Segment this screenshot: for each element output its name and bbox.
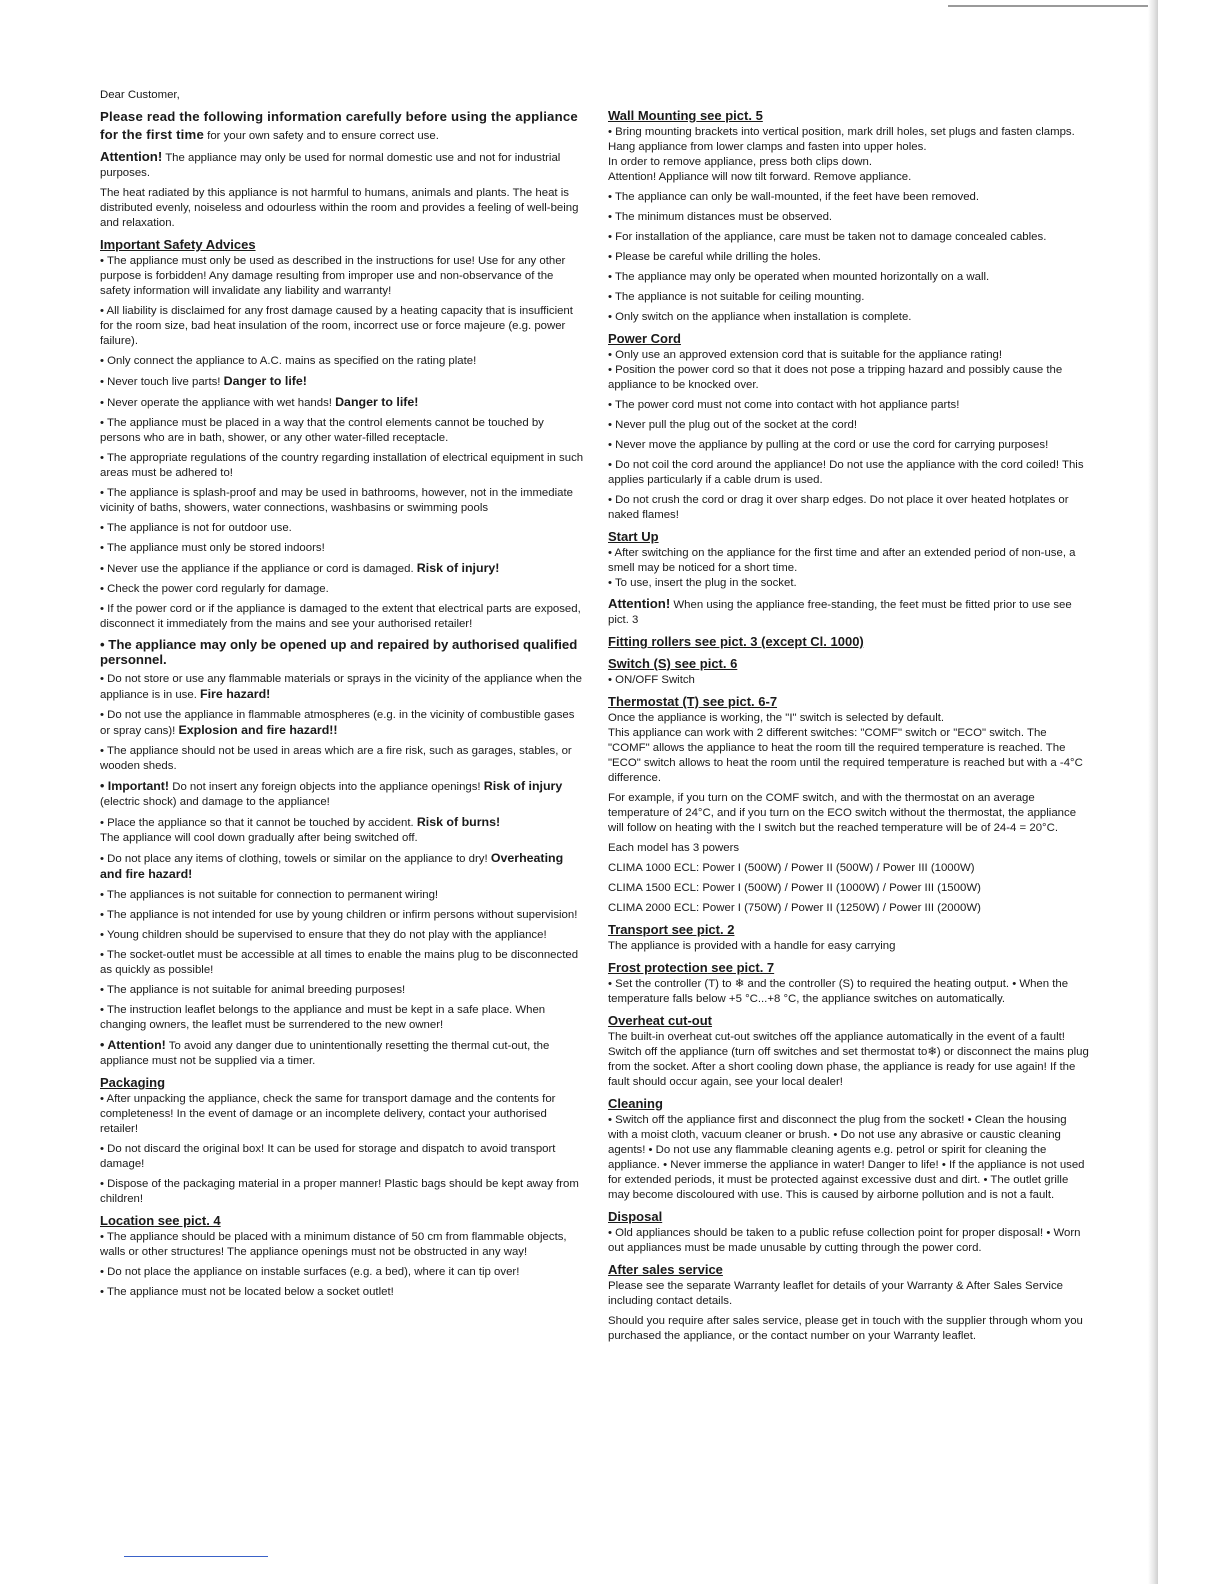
- important-label: • Important!: [100, 779, 170, 793]
- safety-item: • If the power cord or if the appliance is damaged to the extent that electrical parts are exposed, disconnect it immediately from the mains and see your authorised retailer!: [100, 603, 581, 630]
- packaging-heading: Packaging: [100, 1075, 166, 1090]
- safety-item: [100, 815, 585, 831]
- rollers-ref: see pict. 3 (except Cl. 1000): [691, 634, 864, 649]
- safety-item: • Check the power cord regularly for damage.: [100, 583, 329, 595]
- transport-text: The appliance is provided with a handle for easy carrying: [608, 940, 896, 952]
- safety-item: • The appropriate regulations of the country regarding installation of electrical equipment in such areas must be adhered to!: [100, 452, 584, 479]
- thermostat-text: For example, if you turn on the COMF switch, and with the thermostat on an average temperature of 24°C, and if you turn on the ECO switch without the thermostat, the appliance will follow on heating with the I switch but the reached temperature will be of 24-4 = 20°C.: [608, 792, 1077, 834]
- overheat-heading: Overheat cut-out: [608, 1013, 713, 1028]
- transport-ref: see pict. 2: [667, 922, 735, 937]
- safety-text: • Do not place any items of clothing, towels or similar on the appliance to dry!: [100, 853, 491, 865]
- attention-label: Attention!: [608, 596, 671, 611]
- wall-ref: see pict. 5: [696, 108, 763, 123]
- top-right-scan-edge: [948, 5, 1158, 7]
- start-item: • After switching on the appliance for the first time and after an extended period of non-use, a smell may be noticed for a short time.: [608, 547, 1076, 574]
- wall-item: • For installation of the appliance, care must be taken not to damage concealed cables.: [608, 231, 1047, 243]
- wall-item: • Please be careful while drilling the holes.: [608, 251, 821, 263]
- fire-warning: Fire hazard!: [200, 687, 271, 701]
- switch-heading: [608, 656, 1090, 672]
- safety-item: • All liability is disclaimed for any frost damage caused by a heating capacity that is insufficient for the room size, bad heat insulation of the room, incorrect use or force majeure (e.g. power failure).: [100, 305, 573, 347]
- safety-item: [100, 561, 585, 577]
- safety-item: [100, 1038, 585, 1069]
- location-item: • The appliance should be placed with a minimum distance of 50 cm from flammable objects, walls or other structures! The appliance openings must not be obstructed in any way!: [100, 1231, 567, 1258]
- safety-item: [100, 672, 585, 703]
- wall-item: In order to remove appliance, press both clips down.: [608, 156, 873, 168]
- after-sales-text: Please see the separate Warranty leaflet for details of your Warranty & After Sales Service including contact details.: [608, 1280, 1063, 1307]
- packaging-item: • After unpacking the appliance, check the same for transport damage and the contents for completeness! In the event of damage or an incomplete delivery, contact your authorised retailer!: [100, 1093, 556, 1135]
- intro-rest: for your own safety and to ensure correct use.: [203, 130, 439, 142]
- safety-item: • The appliance is not suitable for animal breeding purposes!: [100, 984, 406, 996]
- packaging-item: • Dispose of the packaging material in a proper manner! Plastic bags should be kept away from children!: [100, 1178, 579, 1205]
- safety-item: • The appliance is not intended for use by young children or infirm persons without supervision!: [100, 909, 578, 921]
- left-column: [100, 88, 585, 1305]
- location-heading: [100, 1213, 585, 1229]
- transport-title: Transport: [608, 922, 668, 937]
- attention-note: [100, 149, 585, 181]
- safety-item: • The appliance must be placed in a way that the control elements cannot be touched by persons who are in bath, shower, or any other water-filled receptacle.: [100, 417, 544, 444]
- safety-item: [100, 851, 585, 883]
- attention-label: Attention!: [100, 149, 163, 164]
- power-cord-heading: Power Cord: [608, 331, 681, 346]
- thermostat-text: Once the appliance is working, the "I" switch is selected by default.: [608, 712, 945, 724]
- switch-title: Switch: [608, 656, 650, 671]
- safety-item: [100, 395, 585, 411]
- thermostat-text: This appliance can work with 2 different switches: "COMF" switch or "ECO" switch. The "COMF" allows the appliance to heat the room till the required temperature is reached. The "ECO" switch allows to heat the room until the required temperature is reached but with a -4°C difference.: [608, 727, 1083, 784]
- thermostat-title: Thermostat: [608, 694, 679, 709]
- safety-item: • The appliance is not for outdoor use.: [100, 522, 292, 534]
- greeting: Dear Customer,: [100, 89, 180, 101]
- safety-item: • The appliance must only be used as described in the instructions for use! Use for any other purpose is forbidden! Any damage resulting from improper use and non-observance of the safety information will invalidate any liability and warranty!: [100, 255, 566, 297]
- frost-ref: see pict. 7: [707, 960, 775, 975]
- safety-item: [100, 374, 585, 390]
- safety-item: [100, 708, 585, 739]
- safety-item: [100, 779, 585, 810]
- wall-mounting-heading: [608, 108, 1090, 124]
- cord-item: • The power cord must not come into contact with hot appliance parts!: [608, 399, 960, 411]
- after-sales-text: Should you require after sales service, please get in touch with the supplier through whom you purchased the appliance, or the contact number on your Warranty leaflet.: [608, 1315, 1083, 1342]
- wall-item: • Bring mounting brackets into vertical position, mark drill holes, set plugs and fasten clamps. Hang appliance from lower clamps and fasten into upper holes.: [608, 126, 1075, 153]
- location-item: • Do not place the appliance on instable surfaces (e.g. a bed), where it can tip over!: [100, 1266, 520, 1278]
- overheat-text: The built-in overheat cut-out switches off the appliance automatically in the event of a fault! Switch off the appliance (turn off switches and set thermostat to❄) or disconnect the mains plug from the socket. After a short cooling down phase, the appliance is ready for use again! If the fault should occur again, see your local dealer!: [608, 1031, 1089, 1088]
- danger-warning: Danger to life!: [223, 374, 307, 388]
- switch-ref: (S) see pict. 6: [649, 656, 738, 671]
- frost-text: • Set the controller (T) to ❄ and the controller (S) to required the heating output. • When the temperature falls below +5 °C...+8 °C, the appliance switches on automatically.: [608, 978, 1069, 1005]
- safety-text: • Never operate the appliance with wet hands!: [100, 397, 336, 409]
- bottom-blue-line: [124, 1556, 268, 1557]
- power-spec: CLIMA 1500 ECL: Power I (500W) / Power II (1000W) / Power III (1500W): [608, 882, 981, 894]
- intro: [100, 108, 585, 144]
- safety-item: • The appliance must only be stored indoors!: [100, 542, 325, 554]
- disposal-text: • Old appliances should be taken to a public refuse collection point for proper disposal! • Worn out appliances must be made unusable by cutting through the power cord.: [608, 1227, 1081, 1254]
- disposal-heading: Disposal: [608, 1209, 663, 1224]
- cord-item: • Do not coil the cord around the appliance! Do not use the appliance with the cord coiled! This applies particularly if a cable drum is used.: [608, 459, 1084, 486]
- safety-item: • The appliance should not be used in areas which are a fire risk, such as garages, stables, or wooden sheds.: [100, 745, 572, 772]
- safety-item-bold: • The appliance may only be opened up and repaired by authorised qualified personnel.: [100, 637, 578, 667]
- safety-text: • Do not use the appliance in flammable atmospheres (e.g. in the vicinity of combustible gases or spray cans)!: [100, 709, 575, 737]
- cleaning-text: • Switch off the appliance first and disconnect the plug from the socket! • Clean the housing with a moist cloth, vacuum cleaner or brush. • Do not use any abrasive or caustic cleaning agents! • Do not use any flammable cleaning agents e.g. petrol or spirit for cleaning the appliance. • Never immerse the appliance in water! Danger to life! • If the appliance is not used for extended periods, it must be protected against excessive dust and dirt. • The outlet grille may become discoloured with use. This is caused by airborne pollution and is not a fault.: [608, 1114, 1085, 1201]
- safety-text: • Place the appliance so that it cannot be touched by accident.: [100, 817, 417, 829]
- packaging-item: • Do not discard the original box! It can be used for storage and dispatch to avoid transport damage!: [100, 1143, 556, 1170]
- attention-label: • Attention!: [100, 1038, 166, 1052]
- wall-title: Wall Mounting: [608, 108, 697, 123]
- explosion-warning: Explosion and fire hazard!!: [178, 723, 338, 737]
- injury-warning: Risk of injury!: [416, 561, 500, 575]
- start-item: [608, 596, 1090, 628]
- right-scan-edge: [1148, 0, 1158, 1584]
- cleaning-heading: Cleaning: [608, 1096, 663, 1111]
- safety-text: • Never touch live parts!: [100, 376, 224, 388]
- cord-item: • Never move the appliance by pulling at the cord or use the cord for carrying purposes!: [608, 439, 1049, 451]
- heat-paragraph: The heat radiated by this appliance is not harmful to humans, animals and plants. The heat is distributed evenly, noiseless and odourless within the room and provides a feeling of well-being and relaxation.: [100, 187, 579, 229]
- intro-bold: Please read the following information carefully before using the appliance for the first time: [100, 109, 578, 142]
- thermostat-heading: [608, 694, 1090, 710]
- injury-warning: Risk of injury: [483, 779, 563, 793]
- cord-item: • Only use an approved extension cord that is suitable for the appliance rating!: [608, 349, 1003, 361]
- wall-item: • The appliance is not suitable for ceiling mounting.: [608, 291, 865, 303]
- switch-item: • ON/OFF Switch: [608, 674, 695, 686]
- safety-item: The appliance will cool down gradually after being switched off.: [100, 832, 418, 844]
- safety-text: To avoid any danger due to unintentionally resetting the thermal cut-out, the appliance must not be supplied via a timer.: [100, 1040, 550, 1067]
- safety-text: • Do not store or use any flammable materials or sprays in the vicinity of the appliance when the appliance is in use.: [100, 673, 582, 701]
- power-spec: CLIMA 1000 ECL: Power I (500W) / Power II (500W) / Power III (1000W): [608, 862, 975, 874]
- transport-heading: [608, 922, 1090, 938]
- wall-item: Attention! Appliance will now tilt forward. Remove appliance.: [608, 171, 912, 183]
- attention-text: The appliance may only be used for normal domestic use and not for industrial purposes.: [100, 152, 561, 179]
- wall-item: • The minimum distances must be observed.: [608, 211, 833, 223]
- fitting-rollers-heading: [608, 634, 1090, 650]
- frost-title: Frost protection: [608, 960, 708, 975]
- safety-text: (electric shock) and damage to the appliance!: [100, 796, 330, 808]
- start-text: When using the appliance free-standing, the feet must be fitted prior to use see pict. 3: [608, 599, 1072, 626]
- location-title: Location: [100, 1213, 155, 1228]
- safety-heading: Important Safety Advices: [100, 237, 256, 252]
- frost-protection-heading: [608, 960, 1090, 976]
- danger-warning: Danger to life!: [335, 395, 419, 409]
- overheating-warning: Overheating and fire hazard!: [100, 851, 564, 881]
- cord-item: • Position the power cord so that it does not pose a tripping hazard and possibly cause the appliance to be knocked over.: [608, 364, 1063, 391]
- wall-item: • The appliance can only be wall-mounted, if the feet have been removed.: [608, 191, 980, 203]
- burns-warning: Risk of burns!: [416, 815, 501, 829]
- safety-item: • The socket-outlet must be accessible at all times to enable the mains plug to be disconnected as quickly as possible!: [100, 949, 579, 976]
- rollers-title: Fitting rollers: [608, 634, 692, 649]
- after-sales-heading: After sales service: [608, 1262, 723, 1277]
- start-up-heading: Start Up: [608, 529, 659, 544]
- thermostat-text: Each model has 3 powers: [608, 842, 740, 854]
- safety-item: • The appliance is splash-proof and may be used in bathrooms, however, not in the immediate vicinity of baths, showers, water connections, washbasins or swimming pools: [100, 487, 573, 514]
- location-ref: see pict. 4: [154, 1213, 221, 1228]
- safety-item: • Only connect the appliance to A.C. mains as specified on the rating plate!: [100, 355, 477, 367]
- location-item: • The appliance must not be located below a socket outlet!: [100, 1286, 394, 1298]
- safety-item: • Young children should be supervised to ensure that they do not play with the appliance!: [100, 929, 547, 941]
- cord-item: • Never pull the plug out of the socket at the cord!: [608, 419, 858, 431]
- right-column: [608, 108, 1090, 1349]
- wall-item: • The appliance may only be operated when mounted horizontally on a wall.: [608, 271, 990, 283]
- wall-item: • Only switch on the appliance when installation is complete.: [608, 311, 912, 323]
- safety-item: • The instruction leaflet belongs to the appliance and must be kept in a safe place. When changing owners, the leaflet must be surrendered to the new owner!: [100, 1004, 546, 1031]
- safety-text: Do not insert any foreign objects into the appliance openings!: [169, 781, 484, 793]
- start-item: • To use, insert the plug in the socket.: [608, 577, 797, 589]
- safety-text: • Never use the appliance if the appliance or cord is damaged.: [100, 563, 417, 575]
- thermostat-ref: (T) see pict. 6-7: [678, 694, 778, 709]
- power-spec: CLIMA 2000 ECL: Power I (750W) / Power II (1250W) / Power III (2000W): [608, 902, 981, 914]
- cord-item: • Do not crush the cord or drag it over sharp edges. Do not place it over heated hotplates or naked flames!: [608, 494, 1069, 521]
- safety-item: • The appliances is not suitable for connection to permanent wiring!: [100, 889, 439, 901]
